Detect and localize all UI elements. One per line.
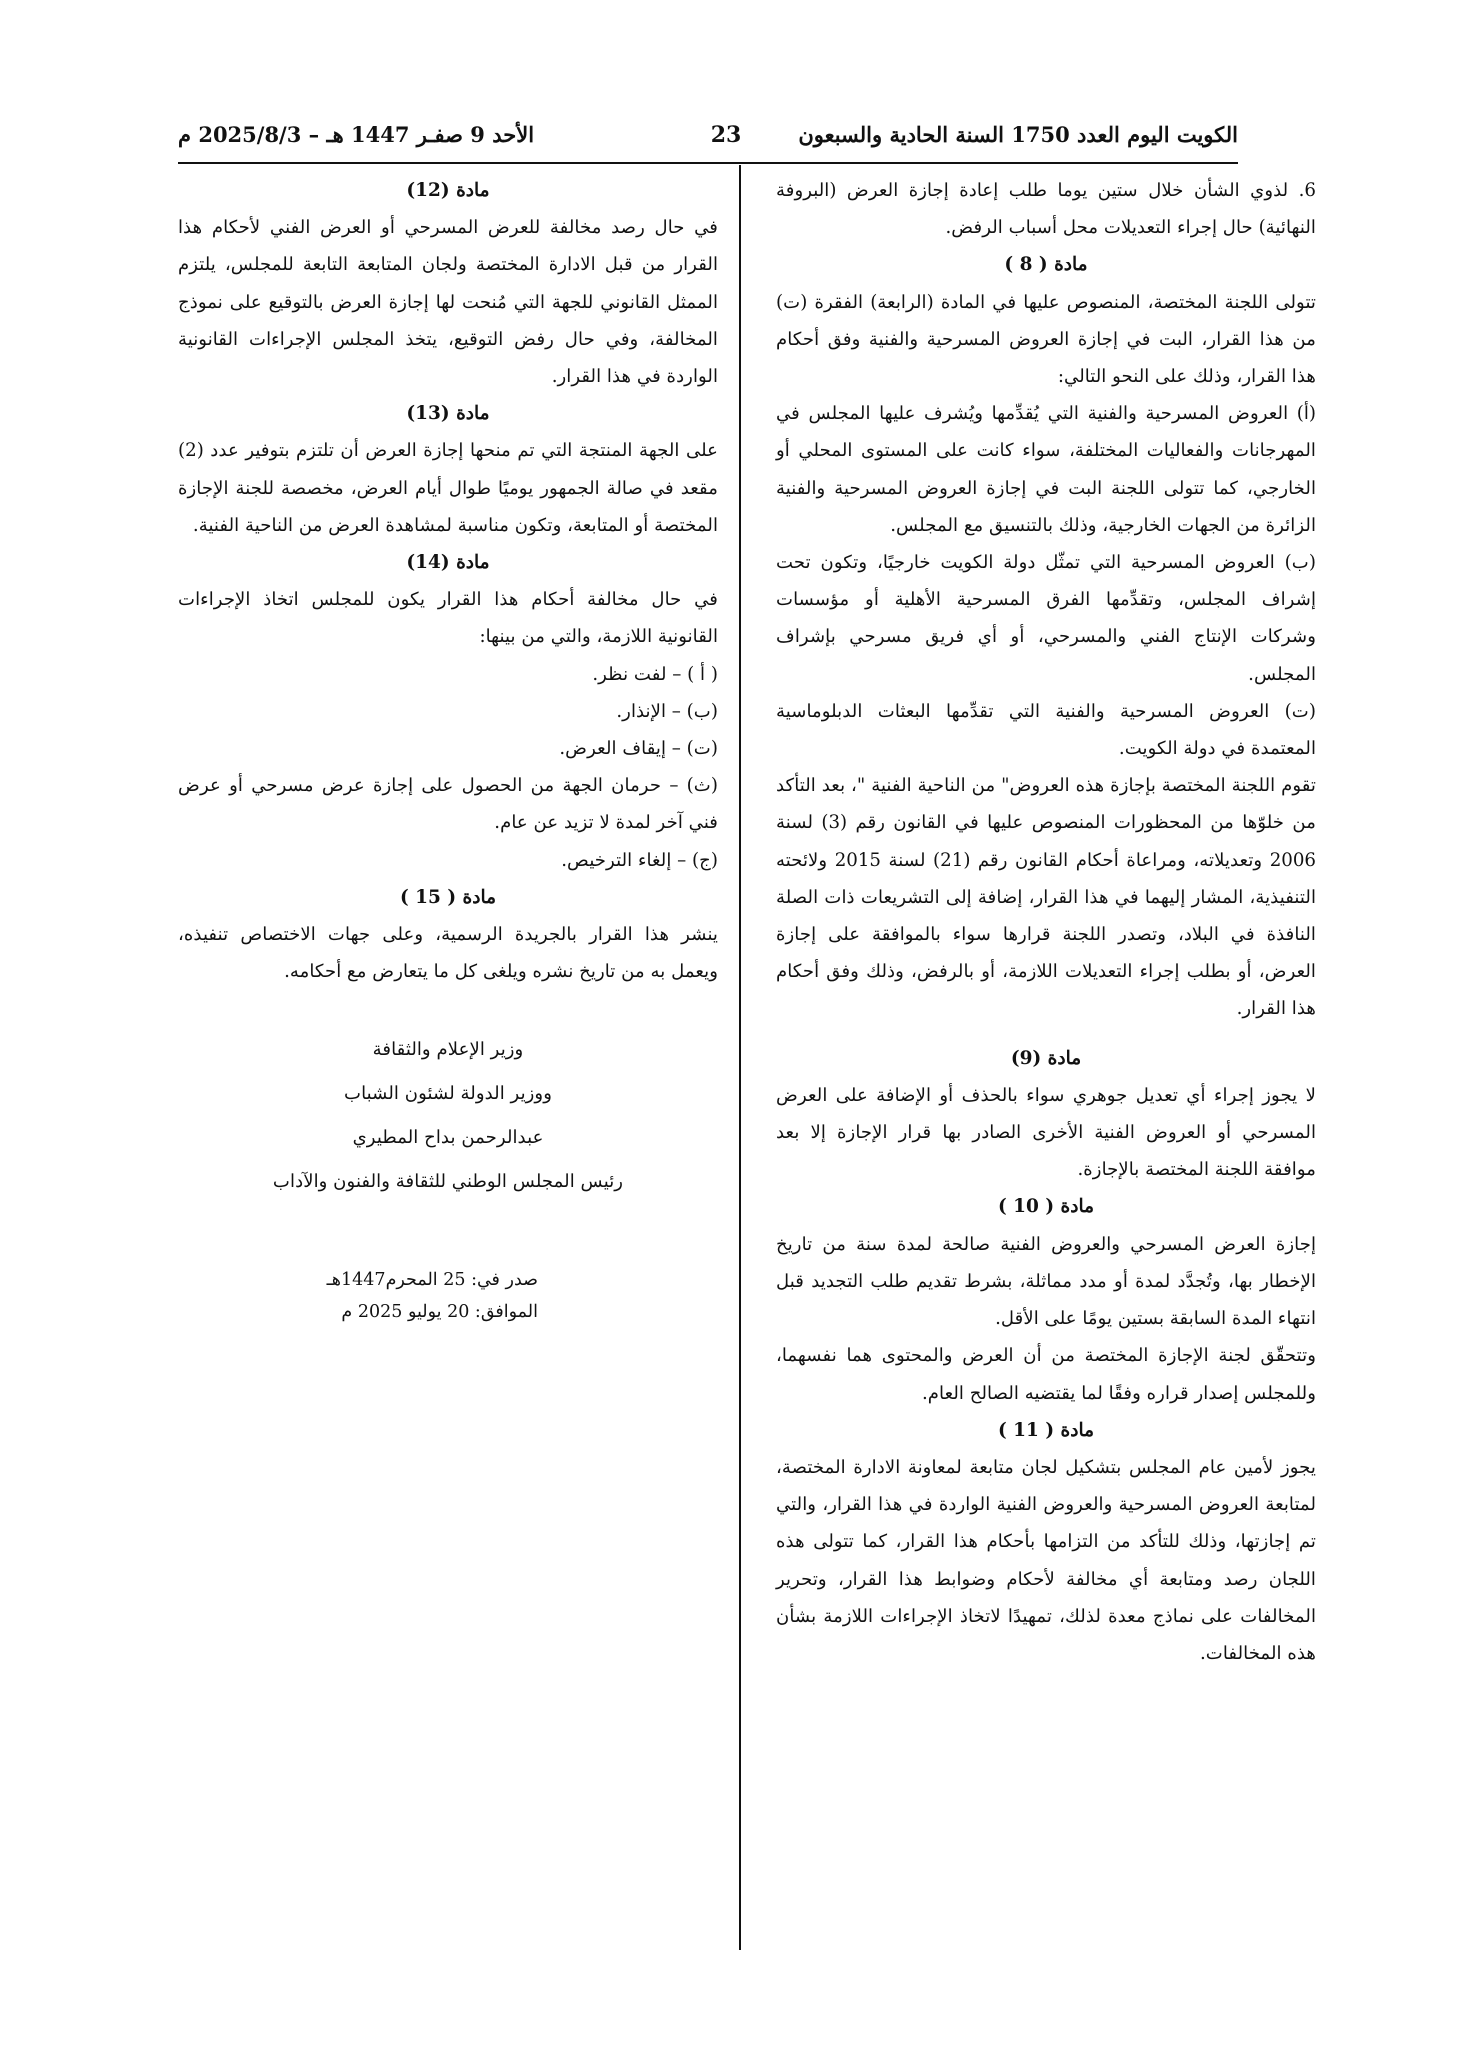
issue-date-block — [178, 1264, 538, 1328]
paragraph: (ت) العروض المسرحية والفنية التي تقدِّمها البعثات الدبلوماسية المعتمدة في دولة الكويت. — [776, 700, 1316, 760]
paragraph: على الجهة المنتجة التي تم منحها إجازة العرض أن تلتزم بتوفير عدد (2) مقعد في صالة الجمهور يوميًا طوال أيام العرض، مخصصة للجنة الإجازة المختصة أو المتابعة، وتكون مناسبة لمشاهدة العرض من الناحية الفنية. — [178, 440, 718, 536]
right-column — [776, 172, 1316, 1672]
article-heading: مادة ( 15 ) — [399, 886, 497, 908]
spacer — [776, 1028, 1316, 1040]
article-heading: مادة ( 8 ) — [1004, 254, 1088, 276]
list-item: (ج) – إلغاء الترخيص. — [561, 849, 718, 871]
paragraph: يجوز لأمين عام المجلس بتشكيل لجان متابعة لمعاونة الادارة المختصة، لمتابعة العروض المسرحية والعروض الفنية الواردة في هذا القرار، والتي تم إجازتها، وذلك للتأكد من التزامها بأحكام هذا القرار، كما تتولى هذه اللجان رصد ومتابعة أي مخالفة لأحكام وضوابط هذا القرار، وتحرير المخالفات على نماذج معدة لذلك، تمهيدًا لاتخاذ الإجراءات اللازمة بشأن هذه المخالفات. — [776, 1456, 1316, 1664]
article-heading: مادة (14) — [406, 552, 490, 574]
paragraph: ينشر هذا القرار بالجريدة الرسمية، وعلى جهات الاختصاص تنفيذه، ويعمل به من تاريخ نشره ويلغى كل ما يتعارض مع أحكامه. — [178, 924, 718, 983]
paragraph: لا يجوز إجراء أي تعديل جوهري سواء بالحذف أو الإضافة على العرض المسرحي أو العروض الفنية الأخرى الصادر بها قرار الإجازة إلا بعد موافقة اللجنة المختصة بالإجازة. — [776, 1084, 1316, 1181]
article-heading: مادة ( 11 ) — [997, 1419, 1095, 1441]
header-divider — [178, 162, 1238, 164]
paragraph: تقوم اللجنة المختصة بإجازة هذه العروض" من الناحية الفنية "، بعد التأكد من خلوّها من المحظورات المنصوص عليها في القانون رقم (3) لسنة 2006 وتعديلاته، ومراعاة أحكام القانون رقم (21) لسنة 2015 ولائحته التنفيذية، المشار إليهما في هذا القرار، إضافة إلى التشريعات ذات الصلة النافذة في البلاد، وتصدر اللجنة قرارها سواء بالموافقة على إجازة العرض، أو بطلب إجراء التعديلات اللازمة، أو بالرفض، وذلك وفق أحكام هذا القرار. — [776, 775, 1316, 1020]
paragraph: إجازة العرض المسرحي والعروض الفنية صالحة لمدة سنة من تاريخ الإخطار بها، وتُجدَّد لمدة أو مدد مماثلة، بشرط تقديم طلب التجديد قبل انتهاء المدة السابقة بستين يومًا على الأقل. — [776, 1233, 1316, 1330]
paragraph: في حال رصد مخالفة للعرض المسرحي أو العرض الفني لأحكام هذا القرار من قبل الادارة المختصة ولجان المتابعة التابعة للمجلس، يلتزم الممثل القانوني للجهة التي مُنحت لها إجازة العرض بالتوقيع على نموذج المخالفة، وفي حال رفض التوقيع، يتخذ المجلس الإجراءات القانونية الواردة في هذا القرار. — [178, 217, 718, 388]
corresponding-date: الموافق: 20 يوليو 2025 م — [341, 1302, 538, 1323]
article-heading: مادة (12) — [406, 180, 490, 201]
column-divider — [739, 165, 741, 1950]
issue-date: الأحد 9 صفـر 1447 هـ – 2025/8/3 م — [178, 122, 535, 147]
left-column — [178, 172, 718, 1328]
page-header — [178, 116, 1238, 160]
list-item: (ت) – إيقاف العرض. — [559, 738, 718, 760]
list-item: (ث) – حرمان الجهة من الحصول على إجازة عرض مسرحي أو عرض فني آخر لمدة لا تزيد عن عام. — [178, 775, 718, 834]
issue-info: الكويت اليوم العدد 1750 السنة الحادية والسبعون — [798, 122, 1238, 147]
paragraph: (أ) العروض المسرحية والفنية التي يُقدِّمها ويُشرف عليها المجلس في المهرجانات والفعاليات المختلفة، سواء كانت على المستوى المحلي أو الخارجي، كما تتولى اللجنة البت في إجازة العروض المسرحية والفنية الزائرة من الجهات الخارجية، وذلك بالتنسيق مع المجلس. — [776, 403, 1316, 536]
signatory-title: وزير الإعلام والثقافة — [372, 1039, 524, 1061]
list-item: (ب) – الإنذار. — [616, 700, 718, 722]
paragraph: 6. لذوي الشأن خلال ستين يوما طلب إعادة إجازة العرض (البروفة النهائية) حال إجراء التعديلات محل أسباب الرفض. — [776, 180, 1316, 239]
page-number: 23 — [710, 122, 742, 148]
issued-date: صدر في: 25 المحرم1447هـ — [326, 1270, 538, 1291]
signatory-title: ووزير الدولة لشئون الشباب — [344, 1083, 552, 1105]
list-item: ( أ ) – لفت نظر. — [592, 663, 718, 685]
article-heading: مادة ( 10 ) — [997, 1196, 1095, 1218]
article-heading: مادة (13) — [406, 403, 490, 425]
article-heading: مادة (9) — [1010, 1047, 1082, 1069]
paragraph: (ب) العروض المسرحية التي تمثّل دولة الكويت خارجيًا، وتكون تحت إشراف المجلس، وتقدِّمها الفرق المسرحية الأهلية أو مؤسسات وشركات الإنتاج الفني والمسرحي، أو أي فريق مسرحي بإشراف المجلس. — [776, 552, 1316, 685]
paragraph: في حال مخالفة أحكام هذا القرار يكون للمجلس اتخاذ الإجراءات القانونية اللازمة، والتي من بينها: — [178, 589, 718, 648]
paragraph: وتتحقّق لجنة الإجازة المختصة من أن العرض والمحتوى هما نفسهما، وللمجلس إصدار قراره وفقًا لما يقتضيه الصالح العام. — [776, 1345, 1316, 1404]
signatory-title: رئيس المجلس الوطني للثقافة والفنون والآداب — [272, 1171, 624, 1193]
signature-block — [178, 1028, 718, 1204]
paragraph: تتولى اللجنة المختصة، المنصوص عليها في المادة (الرابعة) الفقرة (ت) من هذا القرار، البت في إجازة العروض المسرحية والفنية وفق أحكام هذا القرار، وذلك على النحو التالي: — [776, 291, 1316, 388]
signatory-name: عبدالرحمن بداح المطيري — [352, 1127, 544, 1149]
